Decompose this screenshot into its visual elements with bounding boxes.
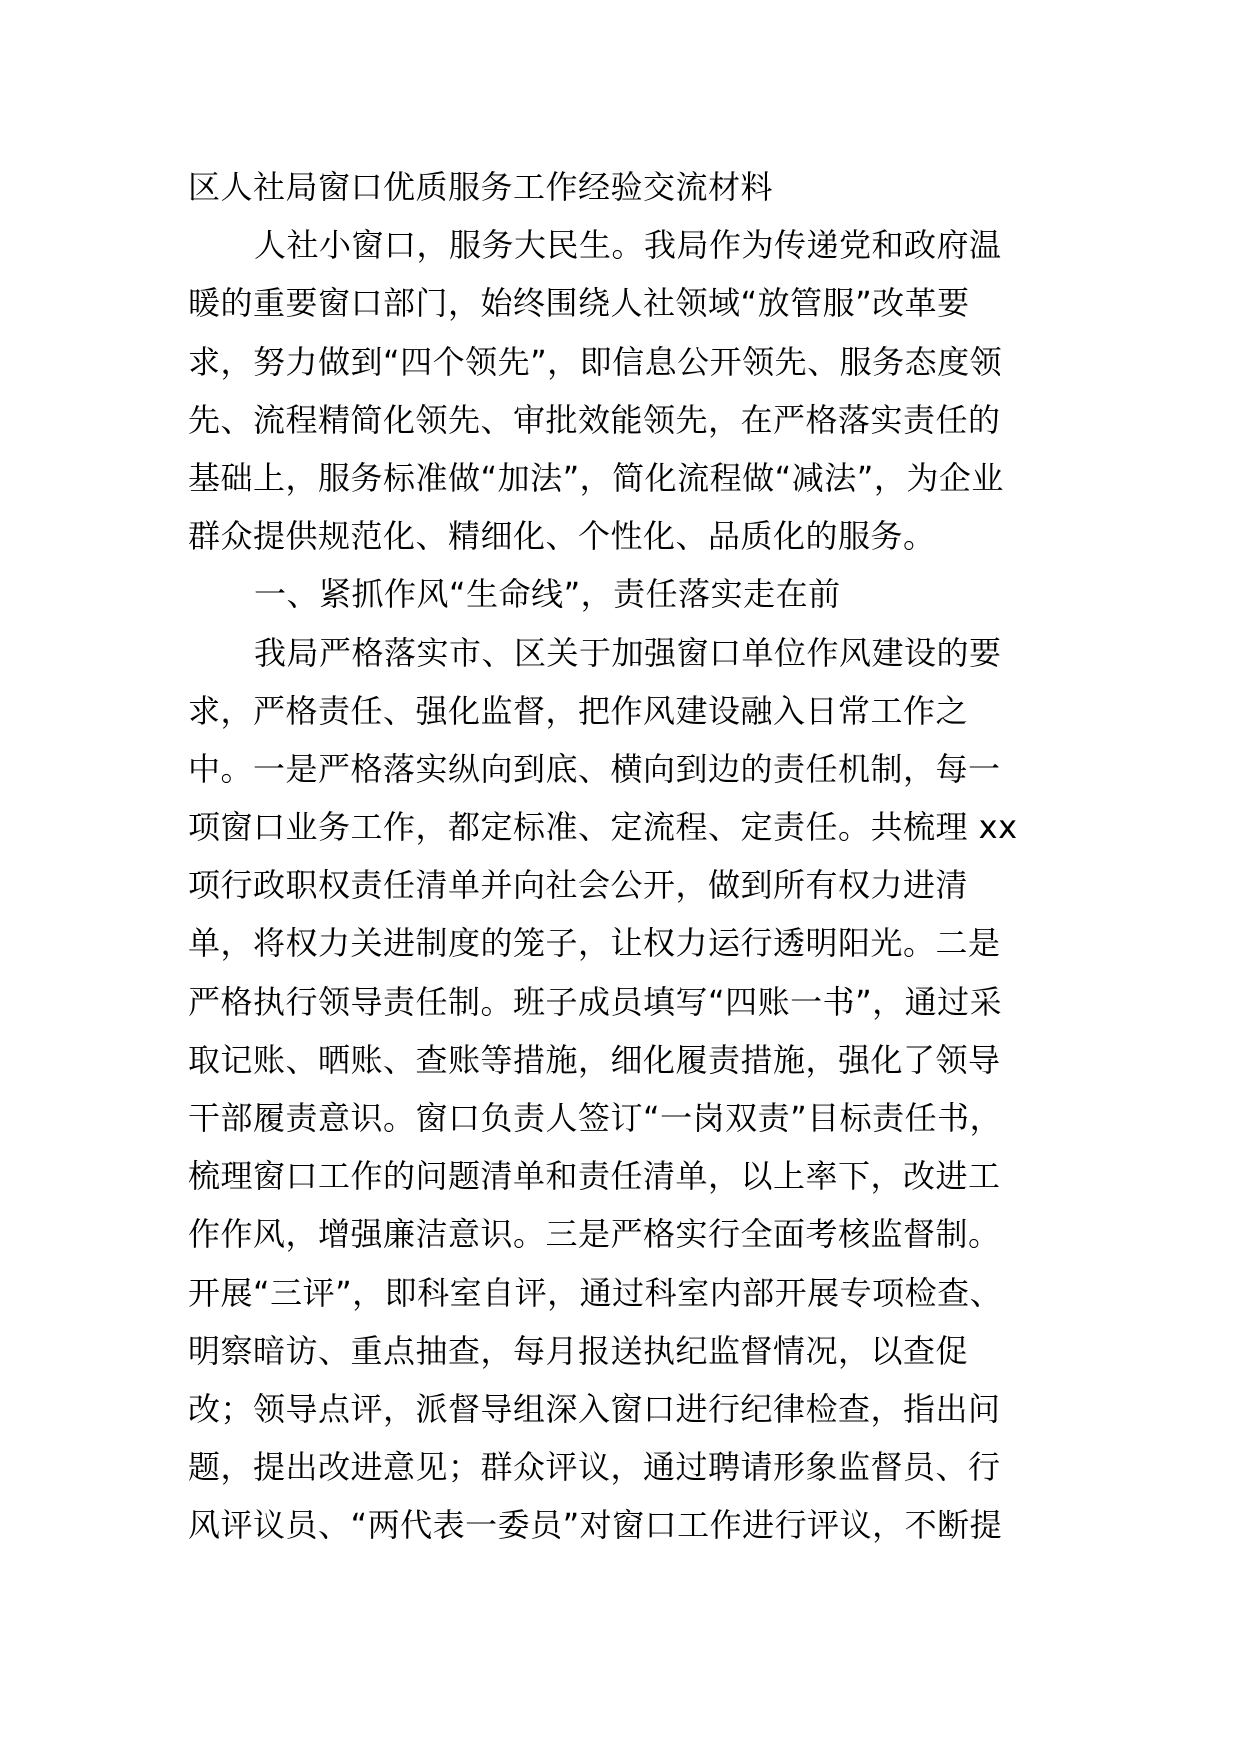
paragraph-line-17: 梳理窗口工作的问题清单和责任清单，以上率下，改进工	[188, 1157, 1001, 1196]
paragraph-line-1: 人社小窗口，服务大民生。我局作为传递党和政府温	[254, 226, 1002, 265]
paragraph-line-4: 先、流程精简化领先、审批效能领先，在严格落实责任的	[188, 400, 1001, 439]
paragraph-line-23: 风评议员、“两代表一委员”对窗口工作进行评议，不断提	[188, 1506, 1003, 1545]
paragraph-line-3: 求，努力做到“四个领先”，即信息公开领先、服务态度领	[188, 342, 1003, 381]
paragraph-line-19: 开展“三评”，即科室自评，通过科室内部开展专项检查、	[188, 1273, 1003, 1312]
paragraph-line-22: 题，提出改进意见；群众评议，通过聘请形象监督员、行	[188, 1448, 1001, 1487]
paragraph-line-15: 取记账、晒账、查账等措施，细化履责措施，强化了领导	[188, 1040, 1001, 1079]
paragraph-line-6: 群众提供规范化、精细化、个性化、品质化的服务。	[188, 517, 936, 556]
section-heading: 一、紧抓作风“生命线”，责任落实走在前	[254, 575, 841, 614]
paragraph-line-21: 改；领导点评，派督导组深入窗口进行纪律检查，指出问	[188, 1389, 1001, 1428]
document-body	[188, 158, 1048, 1555]
document-title: 区人社局窗口优质服务工作经验交流材料	[188, 168, 774, 206]
paragraph-line-8: 我局严格落实市、区关于加强窗口单位作风建设的要	[254, 633, 1002, 672]
paragraph-line-11: 项窗口业务工作，都定标准、定流程、定责任。共梳理 xx	[188, 808, 1018, 847]
paragraph-line-13: 单，将权力关进制度的笼子，让权力运行透明阳光。二是	[188, 924, 1001, 963]
paragraph-line-12: 项行政职权责任清单并向社会公开，做到所有权力进清	[188, 866, 969, 905]
paragraph-line-2: 暖的重要窗口部门，始终围绕人社领域“放管服”改革要	[188, 284, 970, 323]
paragraph-line-5: 基础上，服务标准做“加法”，简化流程做“减法”，为企业	[188, 458, 1004, 497]
paragraph-line-14: 严格执行领导责任制。班子成员填写“四账一书”，通过采	[188, 982, 1003, 1021]
paragraph-line-16: 干部履责意识。窗口负责人签订“一岗双责”目标责任书，	[188, 1099, 1003, 1137]
paragraph-line-18: 作作风，增强廉洁意识。三是严格实行全面考核监督制。	[188, 1215, 1001, 1254]
paragraph-line-20: 明察暗访、重点抽查，每月报送执纪监督情况，以查促	[188, 1331, 969, 1370]
paragraph-line-10: 中。一是严格落实纵向到底、横向到边的责任机制，每一	[188, 749, 1001, 788]
paragraph-line-9: 求，严格责任、强化监督，把作风建设融入日常工作之	[188, 691, 969, 730]
